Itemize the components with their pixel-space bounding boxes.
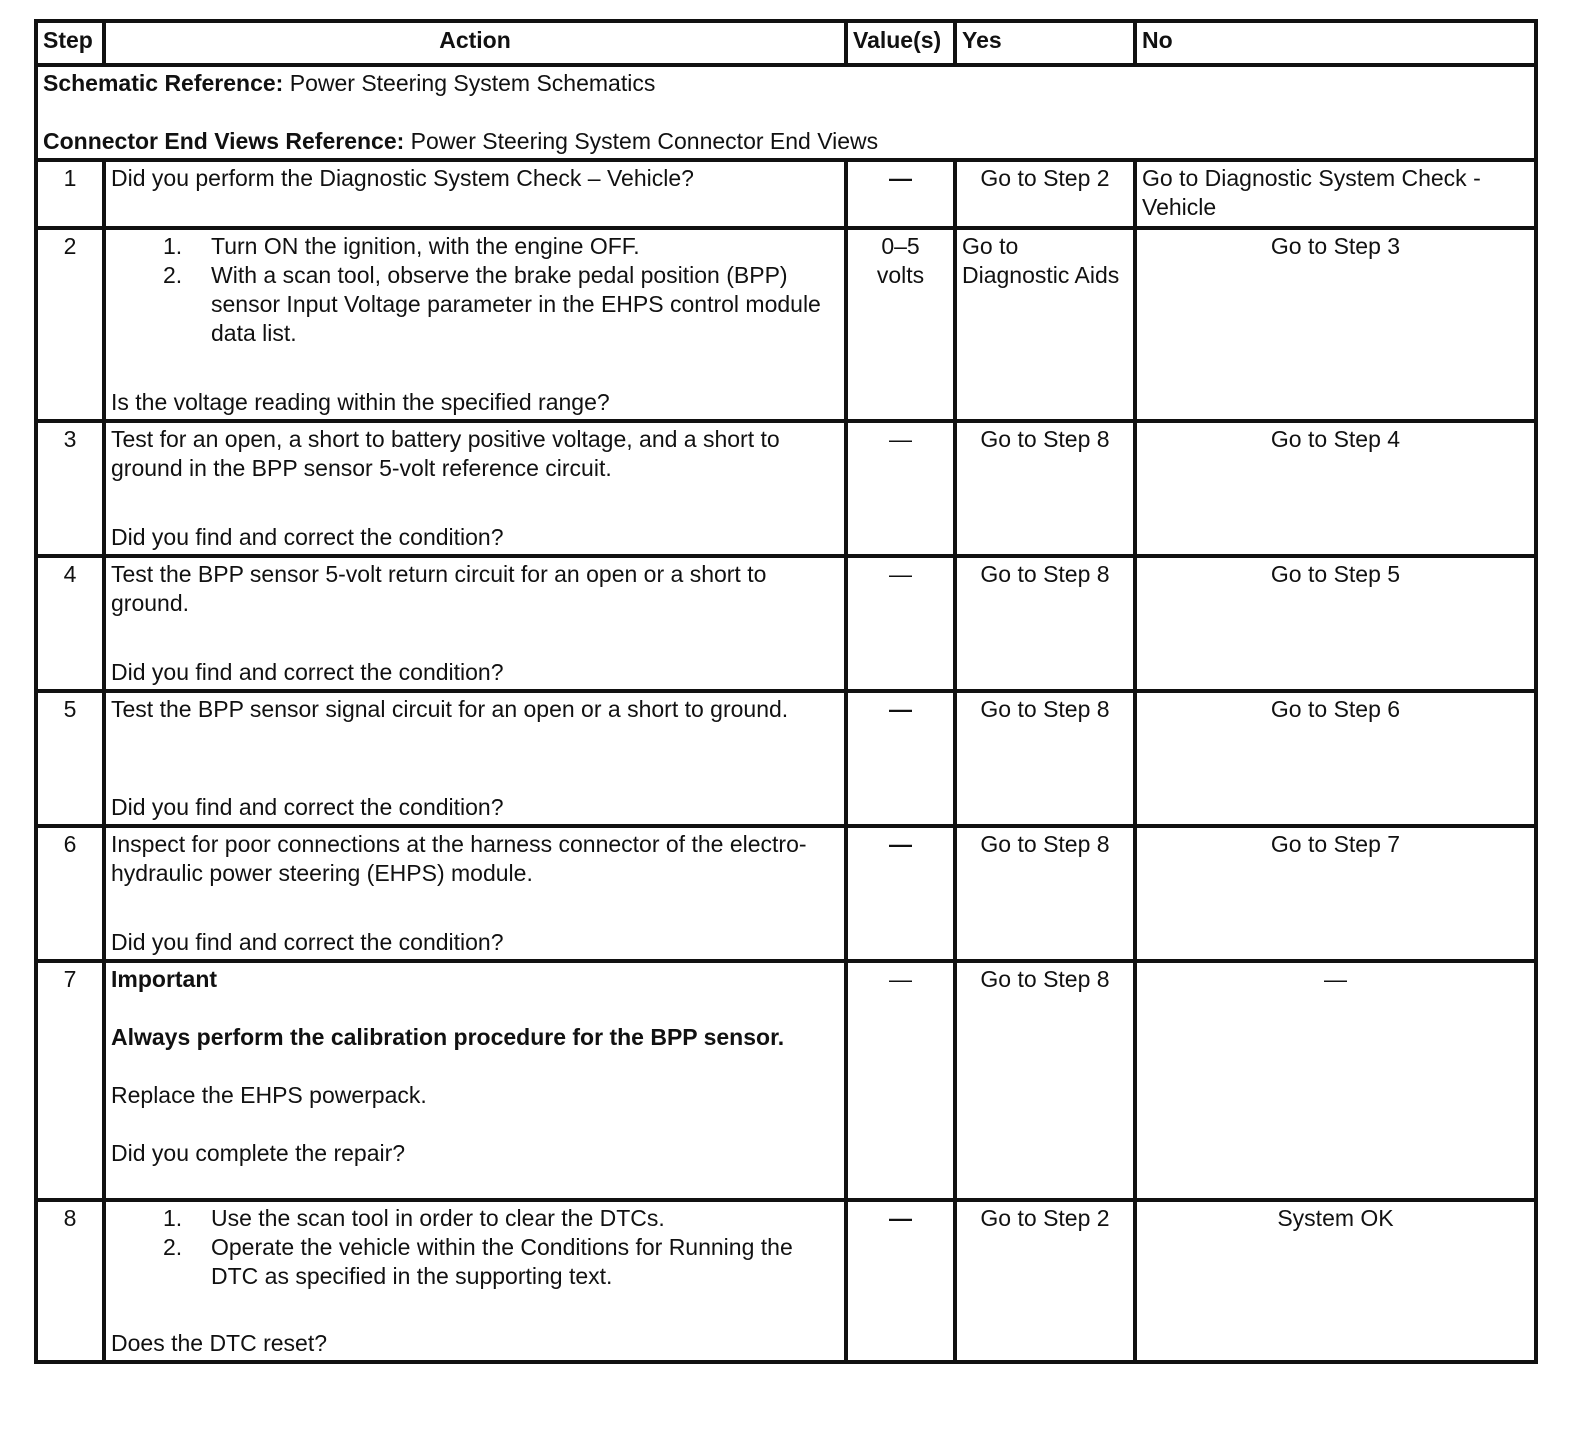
step-row-1	[36, 160, 1536, 228]
action-cell	[104, 556, 846, 691]
yes-cell: Go to Step 8	[955, 826, 1135, 961]
value-cell: —	[846, 691, 955, 826]
step-number: 3	[36, 421, 104, 556]
step-number: 7	[36, 961, 104, 1200]
question-text: Did you find and correct the condition?	[111, 524, 504, 550]
action-cell	[104, 1200, 846, 1362]
action-cell	[104, 691, 846, 826]
header-action: Action	[104, 21, 846, 65]
no-cell: Go to Step 6	[1135, 691, 1536, 826]
question-text: Is the voltage reading within the specified range?	[111, 389, 610, 415]
no-cell: Go to Diagnostic System Check - Vehicle	[1135, 160, 1536, 228]
schematic-reference: Schematic Reference: Power Steering System Schematics	[43, 70, 656, 96]
list-item: 2. With a scan tool, observe the brake pedal position (BPP) sensor Input Voltage parameter in the EHPS control module data list.	[163, 262, 821, 346]
question-text: Did you find and correct the condition?	[111, 794, 504, 820]
diagnostic-table	[34, 19, 1538, 1364]
no-cell: —	[1135, 961, 1536, 1200]
header-row	[36, 21, 1536, 65]
step-row-8	[36, 1200, 1536, 1362]
header-values: Value(s)	[846, 21, 955, 65]
yes-cell: Go to Step 2	[955, 1200, 1135, 1362]
value-cell: —	[846, 556, 955, 691]
header-yes: Yes	[955, 21, 1135, 65]
procedure-list	[111, 232, 839, 348]
value-cell: —	[846, 961, 955, 1200]
yes-cell: Go to Step 8	[955, 556, 1135, 691]
step-number: 5	[36, 691, 104, 826]
important-heading: Important	[111, 966, 218, 992]
procedure-list	[111, 1204, 839, 1291]
action-text: Test the BPP sensor 5-volt return circuit for an open or a short to ground.	[111, 561, 767, 616]
step-row-7	[36, 961, 1536, 1200]
question-text: Did you complete the repair?	[111, 1140, 406, 1166]
yes-cell: Go to Step 8	[955, 961, 1135, 1200]
step-row-4	[36, 556, 1536, 691]
value-cell: 0–5 volts	[846, 228, 955, 421]
step-row-6	[36, 826, 1536, 961]
action-cell	[104, 826, 846, 961]
yes-cell: Go to Step 8	[955, 691, 1135, 826]
no-cell: System OK	[1135, 1200, 1536, 1362]
yes-cell: Go to Step 2	[955, 160, 1135, 228]
no-cell: Go to Step 4	[1135, 421, 1536, 556]
question-text: Did you find and correct the condition?	[111, 659, 504, 685]
connector-reference: Connector End Views Reference: Power Steering System Connector End Views	[43, 128, 879, 154]
question-text: Does the DTC reset?	[111, 1330, 328, 1356]
question-text: Did you find and correct the condition?	[111, 929, 504, 955]
important-note: Always perform the calibration procedure for the BPP sensor.	[111, 1024, 785, 1050]
yes-cell: Go to Step 8	[955, 421, 1135, 556]
action-text: Did you perform the Diagnostic System Check – Vehicle?	[104, 160, 846, 228]
step-number: 2	[36, 228, 104, 421]
step-number: 1	[36, 160, 104, 228]
no-cell: Go to Step 7	[1135, 826, 1536, 961]
step-number: 6	[36, 826, 104, 961]
step-row-5	[36, 691, 1536, 826]
reference-cell	[36, 65, 1536, 160]
value-cell: —	[846, 421, 955, 556]
reference-row	[36, 65, 1536, 160]
list-item: 2. Operate the vehicle within the Conditions for Running the DTC as specified in the supporting text.	[163, 1234, 793, 1289]
value-cell: —	[846, 1200, 955, 1362]
no-cell: Go to Step 3	[1135, 228, 1536, 421]
action-text: Test for an open, a short to battery positive voltage, and a short to ground in the BPP sensor 5-volt reference circuit.	[111, 426, 780, 481]
header-no: No	[1135, 21, 1536, 65]
action-cell	[104, 421, 846, 556]
action-text: Inspect for poor connections at the harness connector of the electro-hydraulic power steering (EHPS) module.	[111, 831, 807, 886]
header-step: Step	[36, 21, 104, 65]
step-number: 4	[36, 556, 104, 691]
action-cell	[104, 961, 846, 1200]
list-item: 1. Use the scan tool in order to clear the DTCs.	[163, 1205, 665, 1231]
step-row-2	[36, 228, 1536, 421]
action-text: Test the BPP sensor signal circuit for an open or a short to ground.	[111, 696, 789, 722]
value-cell: —	[846, 160, 955, 228]
action-text: Replace the EHPS powerpack.	[111, 1082, 427, 1108]
step-row-3	[36, 421, 1536, 556]
step-number: 8	[36, 1200, 104, 1362]
value-cell: —	[846, 826, 955, 961]
list-item: 1. Turn ON the ignition, with the engine OFF.	[163, 233, 640, 259]
no-cell: Go to Step 5	[1135, 556, 1536, 691]
action-cell	[104, 228, 846, 421]
yes-cell: Go to Diagnostic Aids	[955, 228, 1135, 421]
